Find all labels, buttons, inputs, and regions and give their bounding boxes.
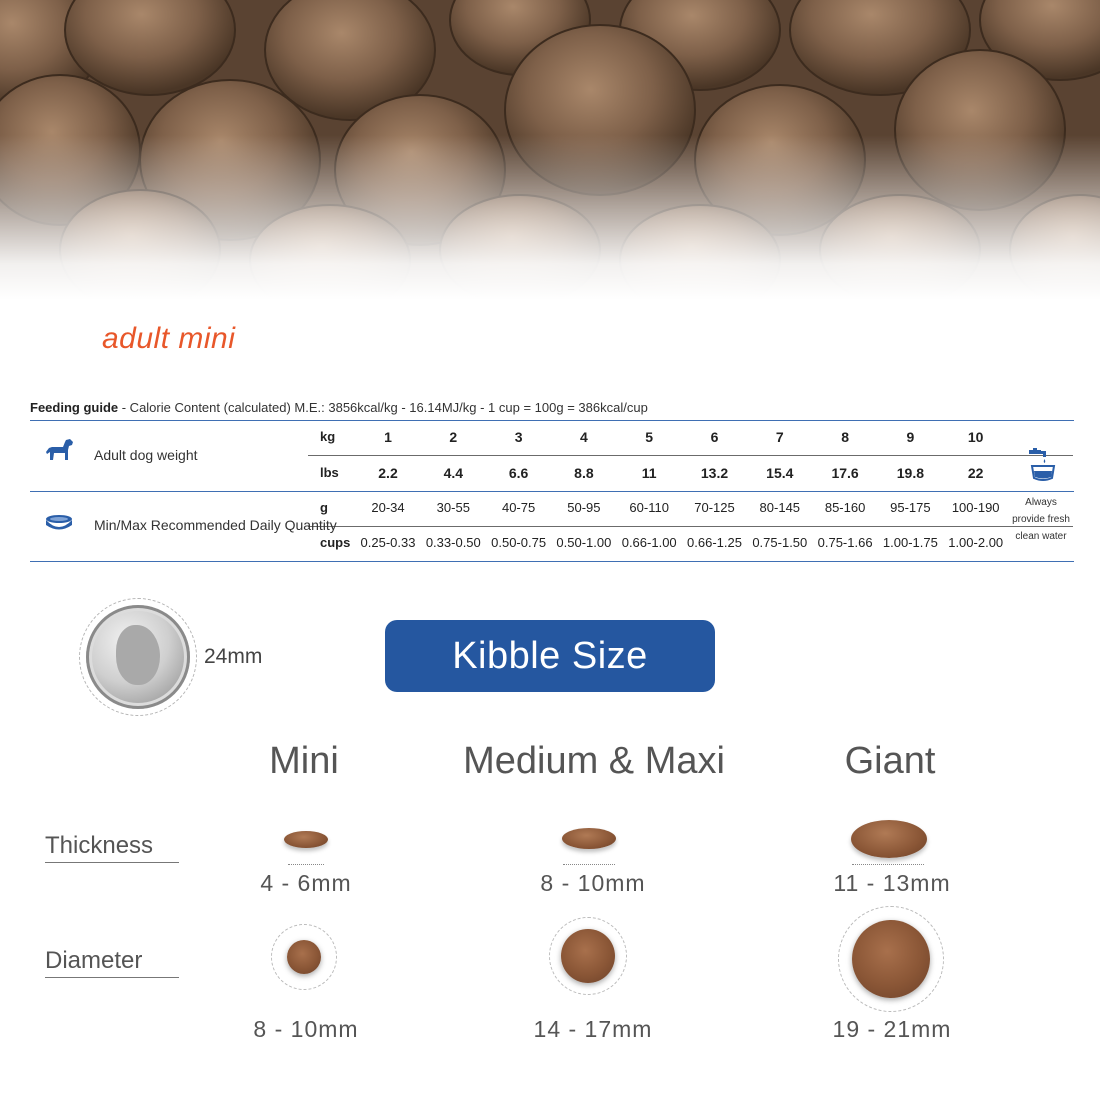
cell-lbs-3: 6.6: [508, 465, 529, 481]
hero-fade-overlay: [0, 0, 1100, 300]
cell-kg-6: 6: [710, 429, 719, 445]
cell-lbs-7: 15.4: [766, 465, 794, 481]
kibble-top-medium-maxi: [561, 929, 615, 983]
food-bowl-icon: [44, 514, 74, 532]
cell-cups-2: 0.33-0.50: [425, 535, 481, 550]
cell-g-10: 100-190: [951, 500, 1000, 515]
cell-cups-8: 0.75-1.66: [817, 535, 873, 550]
size-header-giant: Giant: [844, 740, 936, 782]
cell-kg-5: 5: [645, 429, 654, 445]
kibble-top-medium-maxi-outline: [549, 917, 627, 995]
coin-portrait: [116, 625, 160, 685]
size-header-mini: Mini: [269, 740, 339, 782]
kibble-side-mini: [284, 831, 328, 848]
cell-lbs-1: 2.2: [378, 465, 398, 481]
cell-g-2: 30-55: [436, 500, 470, 515]
cell-kg-9: 9: [906, 429, 915, 445]
table-mid-rule: [30, 491, 1074, 492]
cell-g-7: 80-145: [759, 500, 801, 515]
cell-g-1: 20-34: [371, 500, 405, 515]
thickness-marker-giant: [852, 864, 924, 865]
kibble-top-mini: [287, 940, 321, 974]
adult-dog-weight-label: Adult dog weight: [94, 447, 198, 463]
cell-g-8: 85-160: [824, 500, 866, 515]
thickness-value-giant: 11 - 13mm: [833, 870, 951, 896]
thickness-label: Thickness: [45, 832, 179, 863]
water-note: Always provide fresh clean water: [1012, 497, 1070, 542]
cell-g-9: 95-175: [890, 500, 931, 515]
row-label-cups: cups: [320, 535, 351, 550]
kibble-top-giant-outline: [838, 906, 944, 1012]
cell-cups-9: 1.00-1.75: [882, 535, 938, 550]
cell-cups-5: 0.66-1.00: [621, 535, 677, 550]
quarter-coin-image: [86, 605, 190, 709]
cell-lbs-8: 17.6: [831, 465, 859, 481]
cell-g-6: 70-125: [694, 500, 735, 515]
table-bottom-rule: [30, 561, 1074, 562]
diameter-value-medium-maxi: 14 - 17mm: [533, 1016, 653, 1042]
cell-lbs-4: 8.8: [574, 465, 594, 481]
daily-quantity-label: Min/Max Recommended Daily Quantity: [94, 517, 337, 533]
cell-lbs-6: 13.2: [700, 465, 729, 481]
kibble-side-giant: [851, 820, 927, 858]
thickness-marker-mini: [288, 864, 324, 865]
water-tap-icon: [1026, 448, 1056, 484]
kibble-size-button[interactable]: Kibble Size: [385, 620, 715, 692]
cell-kg-4: 4: [579, 429, 588, 445]
hero-kibble-image: [0, 0, 1100, 300]
cell-g-3: 40-75: [501, 500, 536, 515]
cell-g-5: 60-110: [629, 500, 669, 515]
row-label-kg: kg: [320, 429, 336, 444]
cell-kg-2: 2: [449, 429, 458, 445]
product-title: adult mini: [102, 322, 236, 355]
cell-g-4: 50-95: [567, 500, 601, 515]
diameter-value-giant: 19 - 21mm: [832, 1016, 952, 1042]
diameter-label: Diameter: [45, 947, 179, 978]
cell-cups-1: 0.25-0.33: [360, 535, 416, 550]
cell-lbs-9: 19.8: [896, 465, 925, 481]
cell-kg-10: 10: [967, 429, 984, 445]
cell-lbs-10: 22: [967, 465, 984, 481]
cell-cups-6: 0.66-1.25: [687, 535, 742, 550]
cell-lbs-2: 4.4: [443, 465, 464, 481]
cell-cups-7: 0.75-1.50: [752, 535, 808, 550]
cell-lbs-5: 11: [641, 465, 657, 481]
cell-kg-7: 7: [775, 429, 784, 445]
dog-icon: [44, 438, 74, 462]
thickness-value-mini: 4 - 6mm: [260, 870, 352, 896]
diameter-value-mini: 8 - 10mm: [253, 1016, 359, 1042]
cell-kg-1: 1: [384, 429, 392, 445]
coin-icon: [79, 598, 197, 716]
kibble-side-medium-maxi: [562, 828, 616, 849]
feeding-guide-title: Feeding guide: [30, 400, 119, 415]
coin-size-label: 24mm: [204, 645, 263, 668]
thickness-value-medium-maxi: 8 - 10mm: [540, 870, 646, 896]
cell-kg-3: 3: [514, 429, 523, 445]
cell-cups-10: 1.00-2.00: [948, 535, 1004, 550]
feeding-guide-heading: [30, 400, 648, 415]
cell-cups-4: 0.50-1.00: [556, 535, 612, 550]
feeding-guide-calorie-info: - Calorie Content (calculated) M.E.: 3856kcal/kg - 16.14MJ/kg - 1 cup = 100g = 386kcal/cup: [118, 400, 648, 415]
row-label-lbs: lbs: [320, 465, 339, 480]
row-label-g: g: [320, 500, 328, 515]
table-row-divider-2: [308, 526, 1073, 527]
size-header-medium-maxi: Medium & Maxi: [463, 740, 725, 782]
cell-cups-3: 0.50-0.75: [491, 535, 547, 550]
table-top-rule: [30, 420, 1074, 421]
kibble-top-giant: [852, 920, 930, 998]
thickness-marker-medium-maxi: [563, 864, 615, 865]
cell-kg-8: 8: [841, 429, 849, 445]
kibble-top-mini-outline: [271, 924, 337, 990]
table-row-divider-1: [308, 455, 1073, 456]
